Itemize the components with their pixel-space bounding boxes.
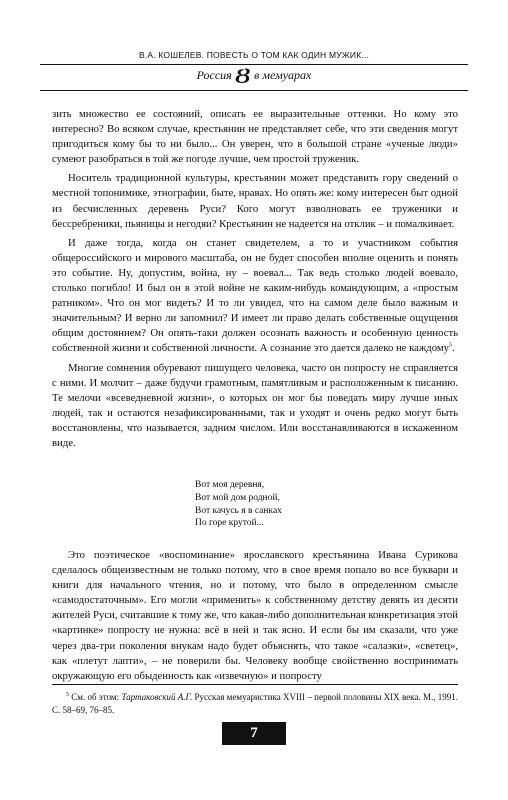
header-rule-top (40, 64, 468, 65)
main-text-block (52, 107, 458, 451)
header-rule-bottom (40, 90, 468, 91)
paragraph-3-text: И даже тогда, когда он станет свидетелем, а то и участником события общероссийского и мирового масштаба, он не будет способен вполне оценить и понять это событие. Ну, допустим, война, ну – воевал... Так ведь столько людей воевало, столько погибло! И был он в этой войне не каким-нибудь командующим, а «простым ратником». Что он мог видеть? И то ли увидел, что на самом деле было важным и значительным? И верно ли запомнил? И имеет ли право делать собственные ощущения общим достоянием? Он опять-таки должен осознать важность и особенную ценность собственной жизни и собственной личности. А сознание это дается далеко не каждому (52, 236, 458, 355)
running-title: В.А. КОШЕЛЕВ. ПОВЕСТЬ О ТОМ КАК ОДИН МУЖИК... (138, 50, 370, 60)
paragraph-3 (52, 236, 458, 357)
poem-line: Вот качусь я в санках (195, 505, 282, 516)
page-number: 7 (222, 722, 286, 745)
footnote-lead: См. об этом: (69, 692, 122, 702)
paragraph-2: Носитель традиционной культуры, крестьянин может представить гору сведений о местной топонимике, этнографии, быте, нравах. Но опять же: кому интересен быт одной из бесчисленных деревень Руси? Кого могут взволновать ее труженики и бессребреники, пьяницы и негодяи? Крестьянин не надеется на отклик – и помалкивает. (52, 172, 458, 230)
footnote-rest: Русская мемуаристика XVIII – первой половины XIX века. М., 1991. С. 58–69, 76–85. (52, 692, 458, 715)
footnote-mark: 5 (66, 692, 69, 698)
poem-line: Вот моя деревня, (195, 480, 265, 490)
paragraph-4: Многие сомнения обуревают пишущего человека, часто он попросту не справляется с ними. И молчит – даже будучи грамотным, памятливым и расположенным к писанию. Те мелочи «всеведневной жизни», о которых он мог бы поведать миру лучше иных людей, так и остаются незафиксированными, так и уходят и очень редко могут быть восстановлены, что называется, задним числом. Или восстанавливаются в искаженном виде. (52, 361, 458, 449)
paragraph-1: зить множество ее состояний, описать ее выразительные оттенки. Но кому это интересно? Во всяком случае, крестьянин не представляет себе, что эти сведения могут пригодиться кому бы то ни было... Он уверен, что в большой стране «ученые люди» сумеют разобраться в той же погоде лучше, чем простой труженик. (52, 108, 458, 166)
footnote-ref: 5 (448, 342, 452, 349)
poem-quote (195, 479, 282, 530)
footnote-author: Тартаковский А.Г. (121, 692, 193, 702)
poem-line: Вот мой дом родной, (195, 492, 280, 503)
footnote (52, 691, 458, 717)
series-logo: Ȣ (235, 63, 251, 88)
series-right-text: в мемуарах (254, 68, 312, 82)
series-mark (0, 63, 508, 88)
paragraph-3-end: . (451, 342, 455, 355)
series-left-text: Россия (196, 68, 232, 82)
poem-line: По горе крутой... (195, 518, 264, 529)
footnote-rule (52, 684, 458, 685)
paragraph-5: Это поэтическое «воспоминание» ярославского крестьянина Ивана Сурикова сделалось общеизвестным не только потому, что в свое время попало во все буквари и книги для начального чтения, но и потому, что было в определенном смысле «самодостаточным». Его могли «применить» к собственному детству девять из десяти жителей Руси, считавшие к тому же, что какая-либо дополнительная конкретизация этой «картинке» попросту не нужна: всё в ней и так ясно. И если бы им сказали, что уже через два-три поколения внукам надо будет объяснять, что такое «салазки», «светец», как «плетут лапти», – не поверили бы. Человеку вообще свойственно воспринимать окружающую его обыденность как «извечную» и попросту (52, 549, 458, 682)
main-text-block-2 (52, 548, 458, 684)
